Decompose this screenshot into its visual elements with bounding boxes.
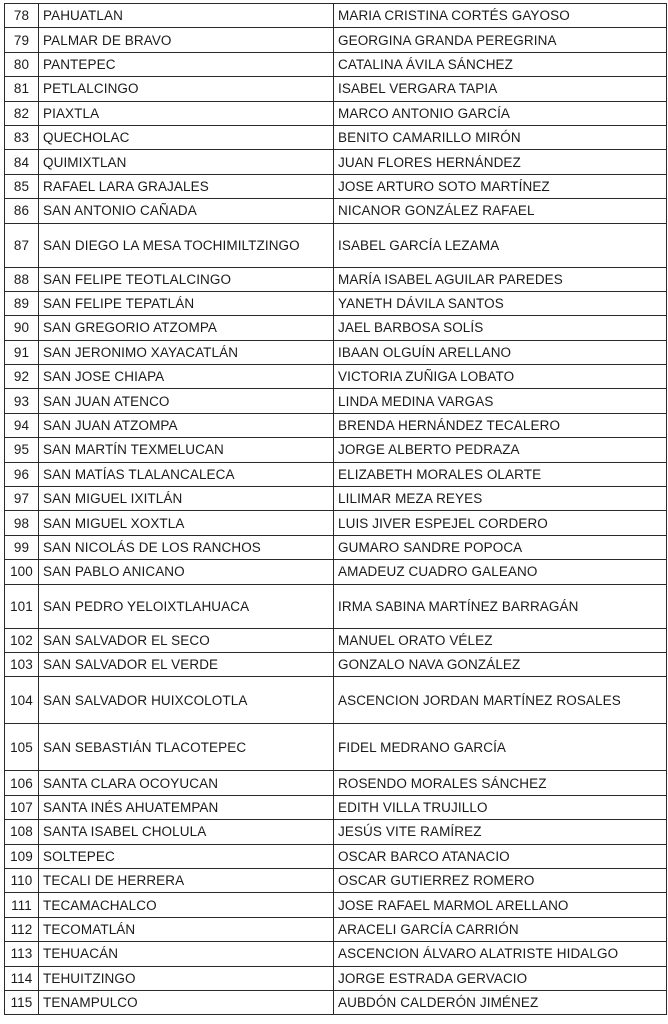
municipality-cell: SAN DIEGO LA MESA TOCHIMILTZINGO	[39, 223, 334, 267]
person-name-cell: FIDEL MEDRANO GARCÍA	[334, 724, 667, 771]
person-name-cell: LUIS JIVER ESPEJEL CORDERO	[334, 511, 667, 535]
person-name-cell: GUMARO SANDRE POPOCA	[334, 535, 667, 559]
municipality-cell: SAN MARTÍN TEXMELUCAN	[39, 438, 334, 462]
person-name-cell: VICTORIA ZUÑIGA LOBATO	[334, 365, 667, 389]
row-number: 100	[5, 560, 39, 584]
row-number: 90	[5, 316, 39, 340]
person-name-cell: JESÚS VITE RAMÍREZ	[334, 820, 667, 844]
candidates-table	[4, 3, 667, 1015]
person-name-cell: BRENDA HERNÁNDEZ TECALERO	[334, 413, 667, 437]
table-row	[5, 365, 667, 389]
table-row	[5, 990, 667, 1014]
row-number: 81	[5, 77, 39, 101]
table-row	[5, 917, 667, 941]
person-name-cell: EDITH VILLA TRUJILLO	[334, 795, 667, 819]
municipality-cell: SANTA INÉS AHUATEMPAN	[39, 795, 334, 819]
municipality-cell: SAN PEDRO YELOIXTLAHUACA	[39, 584, 334, 628]
municipality-cell: QUECHOLAC	[39, 125, 334, 149]
municipality-cell: QUIMIXTLAN	[39, 150, 334, 174]
person-name-cell: OSCAR BARCO ATANACIO	[334, 844, 667, 868]
row-number: 92	[5, 365, 39, 389]
document-sheet	[4, 3, 668, 1024]
table-row	[5, 487, 667, 511]
row-number: 78	[5, 4, 39, 28]
table-row	[5, 677, 667, 724]
person-name-cell: JORGE ALBERTO PEDRAZA	[334, 438, 667, 462]
row-number: 106	[5, 771, 39, 795]
person-name-cell: OSCAR GUTIERREZ ROMERO	[334, 868, 667, 892]
municipality-cell: SAN JERONIMO XAYACATLÁN	[39, 340, 334, 364]
municipality-cell: SAN ANTONIO CAÑADA	[39, 199, 334, 223]
table-row	[5, 267, 667, 291]
table-row	[5, 125, 667, 149]
person-name-cell: AUBDÓN CALDERÓN JIMÉNEZ	[334, 990, 667, 1014]
person-name-cell: MARCO ANTONIO GARCÍA	[334, 101, 667, 125]
person-name-cell: AMADEUZ CUADRO GALEANO	[334, 560, 667, 584]
person-name-cell: JUAN FLORES HERNÁNDEZ	[334, 150, 667, 174]
row-number: 85	[5, 174, 39, 198]
person-name-cell: MARÍA ISABEL AGUILAR PAREDES	[334, 267, 667, 291]
municipality-cell: RAFAEL LARA GRAJALES	[39, 174, 334, 198]
table-row	[5, 584, 667, 628]
table-row	[5, 77, 667, 101]
municipality-cell: TEHUITZINGO	[39, 966, 334, 990]
row-number: 88	[5, 267, 39, 291]
person-name-cell: CATALINA ÁVILA SÁNCHEZ	[334, 52, 667, 76]
row-number: 113	[5, 942, 39, 966]
table-row	[5, 4, 667, 28]
municipality-cell: SAN MIGUEL XOXTLA	[39, 511, 334, 535]
municipality-cell: SAN SEBASTIÁN TLACOTEPEC	[39, 724, 334, 771]
municipality-cell: TECOMATLÁN	[39, 917, 334, 941]
table-row	[5, 438, 667, 462]
table-row	[5, 771, 667, 795]
table-row	[5, 462, 667, 486]
person-name-cell: IBAAN OLGUÍN ARELLANO	[334, 340, 667, 364]
row-number: 112	[5, 917, 39, 941]
row-number: 80	[5, 52, 39, 76]
municipality-cell: SAN FELIPE TEPATLÁN	[39, 291, 334, 315]
person-name-cell: JOSE ARTURO SOTO MARTÍNEZ	[334, 174, 667, 198]
row-number: 105	[5, 724, 39, 771]
row-number: 103	[5, 652, 39, 676]
municipality-cell: SAN SALVADOR HUIXCOLOTLA	[39, 677, 334, 724]
table-row	[5, 316, 667, 340]
row-number: 114	[5, 966, 39, 990]
person-name-cell: ISABEL GARCÍA LEZAMA	[334, 223, 667, 267]
municipality-cell: SANTA ISABEL CHOLULA	[39, 820, 334, 844]
table-row	[5, 868, 667, 892]
row-number: 102	[5, 628, 39, 652]
table-row	[5, 150, 667, 174]
table-row	[5, 389, 667, 413]
municipality-cell: TECALI DE HERRERA	[39, 868, 334, 892]
municipality-cell: SAN JOSE CHIAPA	[39, 365, 334, 389]
row-number: 82	[5, 101, 39, 125]
table-row	[5, 28, 667, 52]
row-number: 91	[5, 340, 39, 364]
table-row	[5, 966, 667, 990]
person-name-cell: NICANOR GONZÁLEZ RAFAEL	[334, 199, 667, 223]
table-row	[5, 101, 667, 125]
municipality-cell: SAN JUAN ATENCO	[39, 389, 334, 413]
row-number: 83	[5, 125, 39, 149]
row-number: 86	[5, 199, 39, 223]
row-number: 97	[5, 487, 39, 511]
table-row	[5, 844, 667, 868]
municipality-cell: PAHUATLAN	[39, 4, 334, 28]
person-name-cell: BENITO CAMARILLO MIRÓN	[334, 125, 667, 149]
municipality-cell: SAN MIGUEL IXITLÁN	[39, 487, 334, 511]
table-row	[5, 893, 667, 917]
person-name-cell: GONZALO NAVA GONZÁLEZ	[334, 652, 667, 676]
municipality-cell: SAN SALVADOR EL VERDE	[39, 652, 334, 676]
person-name-cell: MANUEL ORATO VÉLEZ	[334, 628, 667, 652]
row-number: 98	[5, 511, 39, 535]
row-number: 96	[5, 462, 39, 486]
table-row	[5, 199, 667, 223]
municipality-cell: SAN FELIPE TEOTLALCINGO	[39, 267, 334, 291]
row-number: 111	[5, 893, 39, 917]
person-name-cell: JORGE ESTRADA GERVACIO	[334, 966, 667, 990]
municipality-cell: SOLTEPEC	[39, 844, 334, 868]
person-name-cell: ARACELI GARCÍA CARRIÓN	[334, 917, 667, 941]
person-name-cell: ROSENDO MORALES SÁNCHEZ	[334, 771, 667, 795]
person-name-cell: ELIZABETH MORALES OLARTE	[334, 462, 667, 486]
person-name-cell: JOSE RAFAEL MARMOL ARELLANO	[334, 893, 667, 917]
municipality-cell: PETLALCINGO	[39, 77, 334, 101]
row-number: 107	[5, 795, 39, 819]
person-name-cell: LILIMAR MEZA REYES	[334, 487, 667, 511]
person-name-cell: YANETH DÁVILA SANTOS	[334, 291, 667, 315]
table-row	[5, 223, 667, 267]
municipality-cell: SAN MATÍAS TLALANCALECA	[39, 462, 334, 486]
table-row	[5, 942, 667, 966]
table-row	[5, 52, 667, 76]
municipality-cell: PALMAR DE BRAVO	[39, 28, 334, 52]
municipality-cell: SAN SALVADOR EL SECO	[39, 628, 334, 652]
row-number: 110	[5, 868, 39, 892]
municipality-cell: SAN GREGORIO ATZOMPA	[39, 316, 334, 340]
table-row	[5, 628, 667, 652]
municipality-cell: SAN NICOLÁS DE LOS RANCHOS	[39, 535, 334, 559]
person-name-cell: ASCENCION ÁLVARO ALATRISTE HIDALGO	[334, 942, 667, 966]
row-number: 84	[5, 150, 39, 174]
row-number: 99	[5, 535, 39, 559]
municipality-cell: SAN PABLO ANICANO	[39, 560, 334, 584]
person-name-cell: MARIA CRISTINA CORTÉS GAYOSO	[334, 4, 667, 28]
row-number: 115	[5, 990, 39, 1014]
person-name-cell: JAEL BARBOSA SOLÍS	[334, 316, 667, 340]
table-row	[5, 652, 667, 676]
municipality-cell: PANTEPEC	[39, 52, 334, 76]
table-row	[5, 820, 667, 844]
row-number: 108	[5, 820, 39, 844]
row-number: 101	[5, 584, 39, 628]
municipality-cell: TEHUACÁN	[39, 942, 334, 966]
table-row	[5, 560, 667, 584]
municipality-cell: TECAMACHALCO	[39, 893, 334, 917]
municipality-cell: PIAXTLA	[39, 101, 334, 125]
table-row	[5, 535, 667, 559]
table-row	[5, 795, 667, 819]
municipality-cell: TENAMPULCO	[39, 990, 334, 1014]
table-row	[5, 724, 667, 771]
row-number: 109	[5, 844, 39, 868]
person-name-cell: ISABEL VERGARA TAPIA	[334, 77, 667, 101]
row-number: 94	[5, 413, 39, 437]
person-name-cell: IRMA SABINA MARTÍNEZ BARRAGÁN	[334, 584, 667, 628]
row-number: 93	[5, 389, 39, 413]
row-number: 89	[5, 291, 39, 315]
person-name-cell: GEORGINA GRANDA PEREGRINA	[334, 28, 667, 52]
person-name-cell: LINDA MEDINA VARGAS	[334, 389, 667, 413]
municipality-cell: SANTA CLARA OCOYUCAN	[39, 771, 334, 795]
table-row	[5, 340, 667, 364]
table-row	[5, 174, 667, 198]
row-number: 95	[5, 438, 39, 462]
row-number: 104	[5, 677, 39, 724]
person-name-cell: ASCENCION JORDAN MARTÍNEZ ROSALES	[334, 677, 667, 724]
row-number: 87	[5, 223, 39, 267]
table-row	[5, 291, 667, 315]
table-row	[5, 511, 667, 535]
table-row	[5, 413, 667, 437]
candidates-table-body	[5, 4, 667, 1015]
row-number: 79	[5, 28, 39, 52]
municipality-cell: SAN JUAN ATZOMPA	[39, 413, 334, 437]
